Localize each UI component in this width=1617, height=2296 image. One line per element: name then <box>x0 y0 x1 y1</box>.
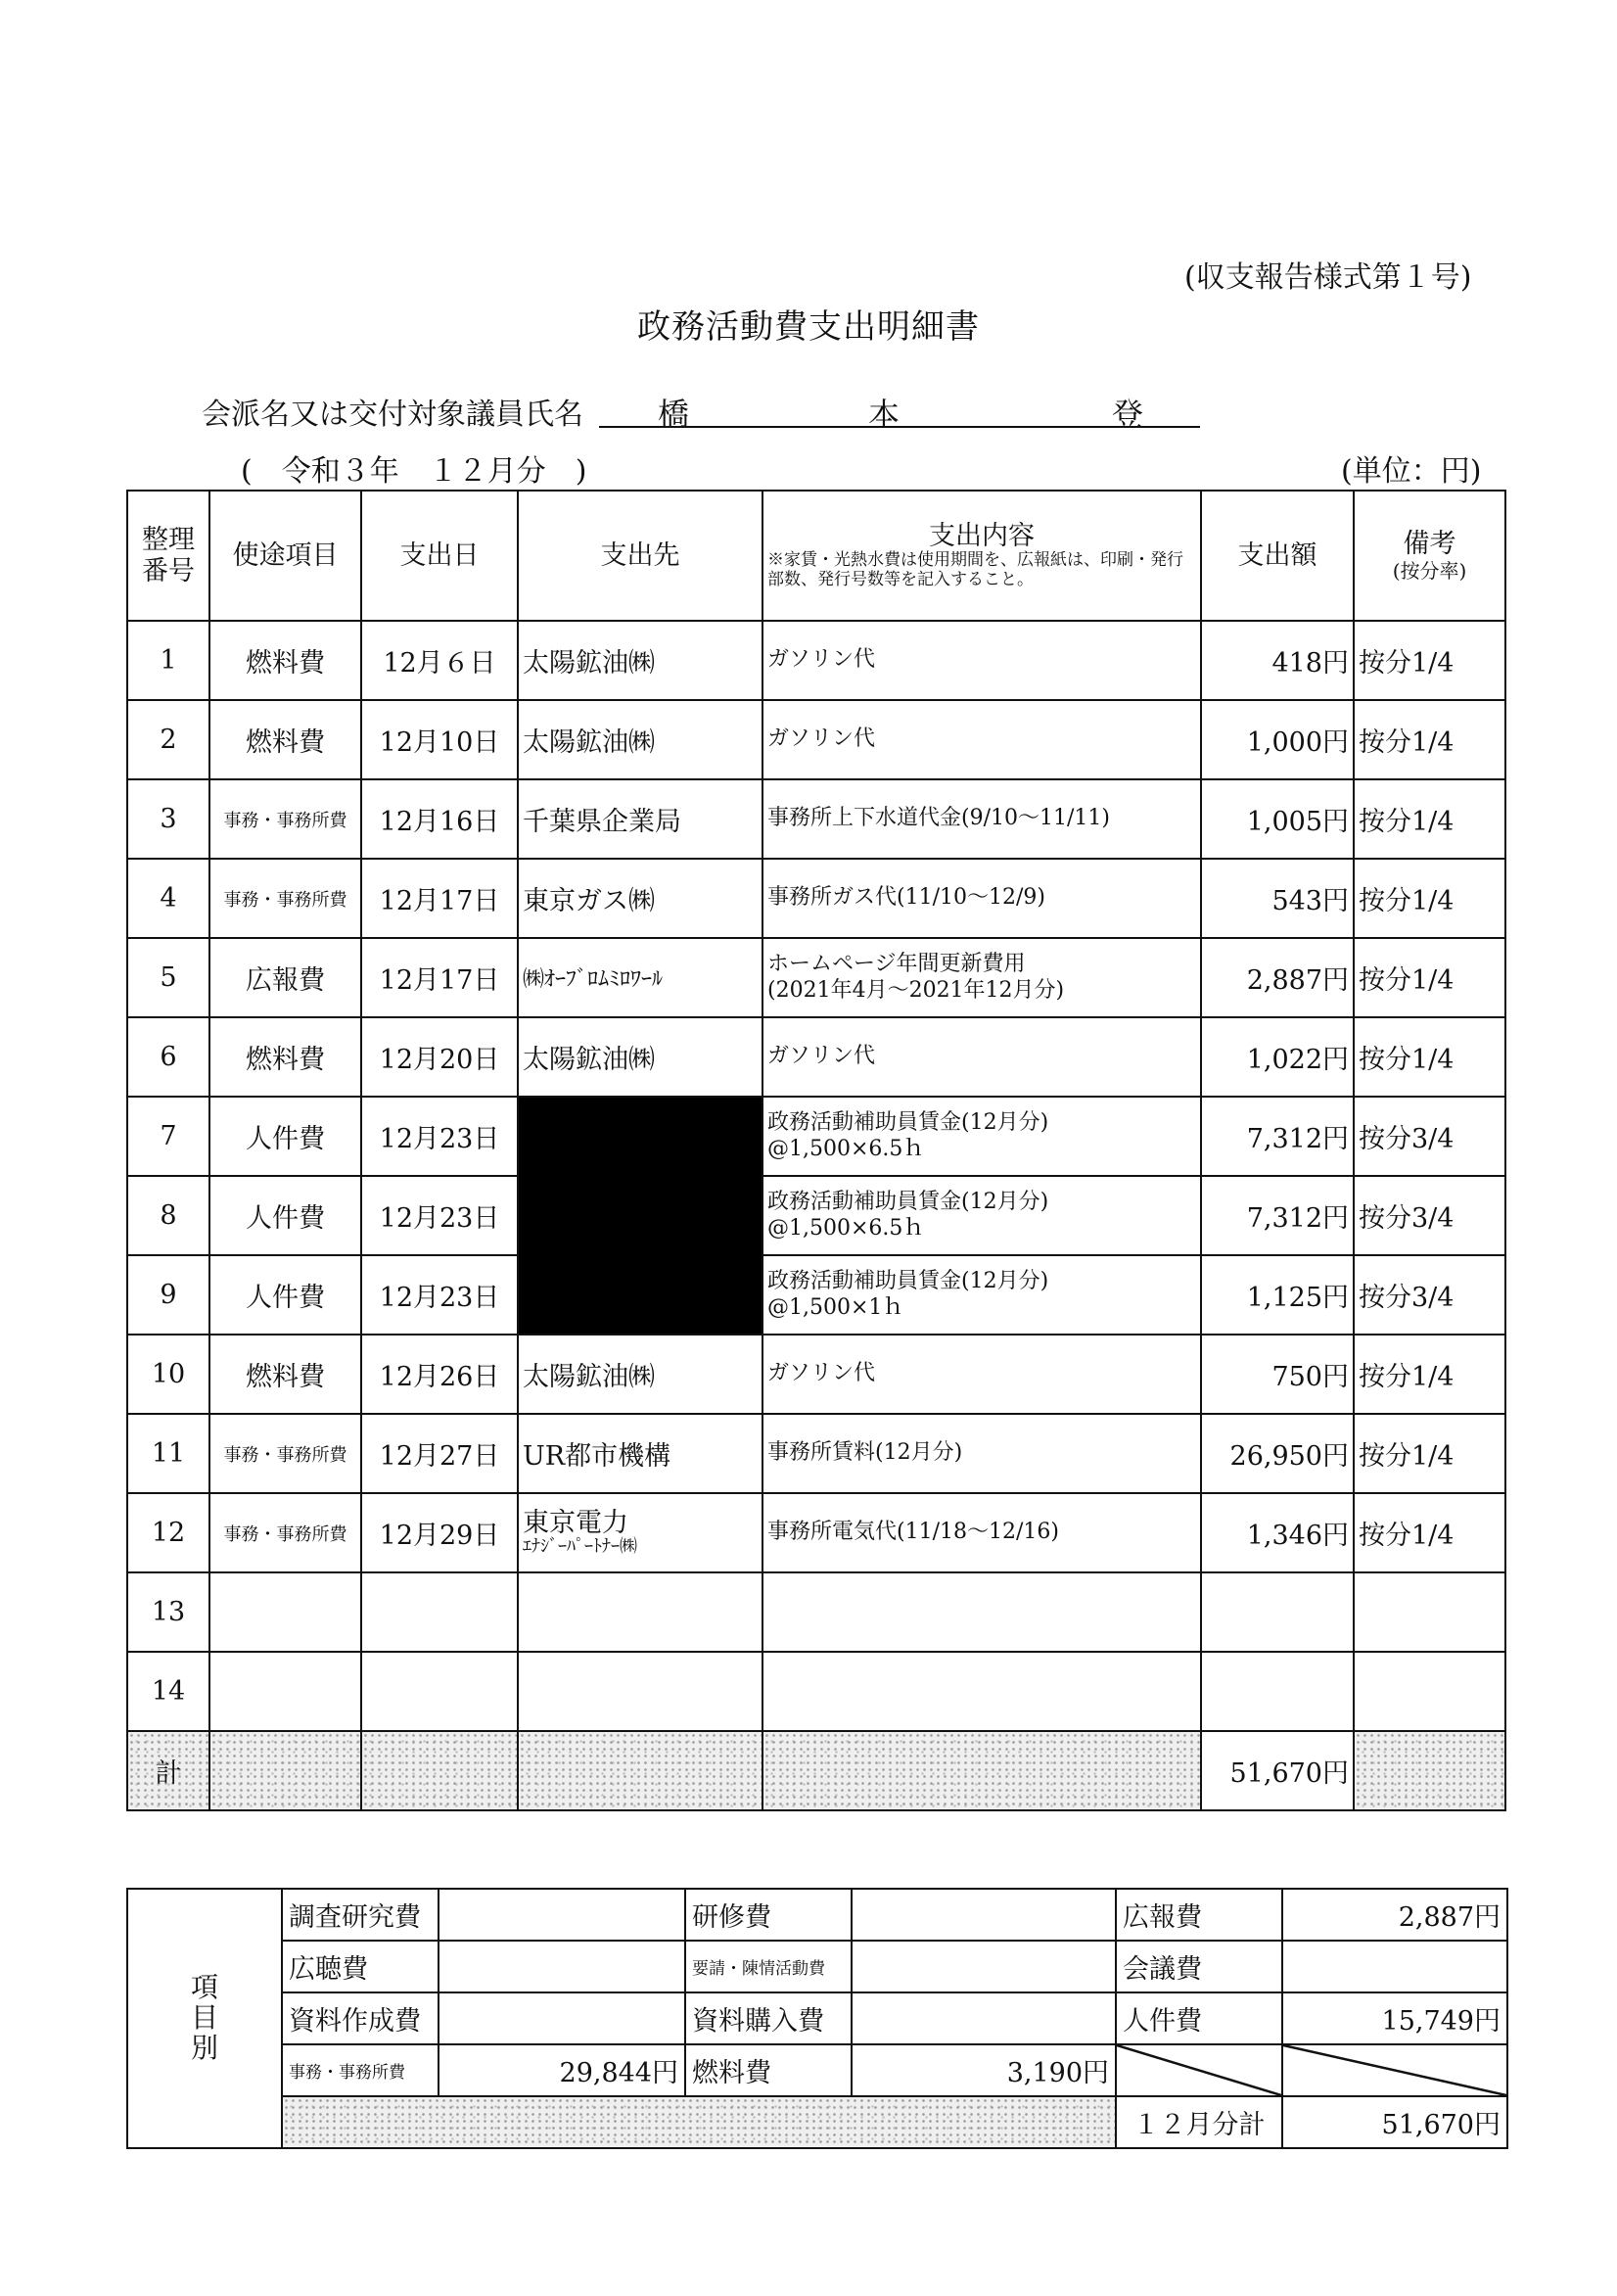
row-item: 事務・事務所費 <box>209 1493 361 1572</box>
row-date: 12月23日 <box>361 1176 518 1255</box>
row-date: 12月17日 <box>361 859 518 938</box>
row-content: ガソリン代 <box>762 1335 1201 1414</box>
row-payee: ㈱ｵｰﾌﾞﾛﾑﾐﾛﾜｰﾙ <box>518 938 762 1017</box>
row-payee-line2: ｴﾅｼﾞｰﾊﾟｰﾄﾅｰ㈱ <box>523 1536 637 1558</box>
row-note: 按分1/4 <box>1354 1493 1505 1572</box>
materials-label: 資料作成費 <box>282 1992 439 2044</box>
row-date: 12月29日 <box>361 1493 518 1572</box>
row-note <box>1354 1572 1505 1652</box>
row-no: 1 <box>127 621 209 700</box>
row-date: 12月17日 <box>361 938 518 1017</box>
header-content-note: ※家賃・光熱水費は使用期間を、広報紙は、印刷・発行部数、発行号数等を記入すること。 <box>767 550 1183 590</box>
name-char-3: 登 <box>1112 396 1144 433</box>
row-amount: 1,000円 <box>1201 700 1354 779</box>
header-content-title: 支出内容 <box>929 521 1035 552</box>
table-row <box>127 1255 1505 1335</box>
row-item: 燃料費 <box>209 1335 361 1414</box>
row-content: 事務所上下水道代金(9/10～11/11) <box>762 779 1201 859</box>
row-amount: 1,125円 <box>1201 1255 1354 1335</box>
summary-row <box>127 1941 1507 1992</box>
row-note: 按分1/4 <box>1354 700 1505 779</box>
row-no: 14 <box>127 1652 209 1731</box>
training-label: 研修費 <box>685 1889 852 1941</box>
personnel-label: 人件費 <box>1116 1992 1282 2044</box>
total-filler <box>518 1731 762 1810</box>
row-content-line1: 政務活動補助員賃金(12月分) <box>767 1110 1049 1136</box>
row-content: ガソリン代 <box>762 1017 1201 1097</box>
row-note: 按分3/4 <box>1354 1176 1505 1255</box>
row-no: 3 <box>127 779 209 859</box>
row-amount: 1,022円 <box>1201 1017 1354 1097</box>
row-content-line2: (2021年4月～2021年12月分) <box>767 977 1065 1003</box>
row-amount: 7,312円 <box>1201 1176 1354 1255</box>
row-payee: 太陽鉱油㈱ <box>518 700 762 779</box>
row-no: 11 <box>127 1414 209 1493</box>
row-item: 広報費 <box>209 938 361 1017</box>
table-row <box>127 1097 1505 1176</box>
summary-row <box>127 1889 1507 1941</box>
meeting-value <box>1282 1941 1507 1992</box>
row-date: 12月23日 <box>361 1255 518 1335</box>
row-payee: 太陽鉱油㈱ <box>518 1017 762 1097</box>
row-note: 按分1/4 <box>1354 859 1505 938</box>
row-amount <box>1201 1572 1354 1652</box>
expense-table <box>126 490 1506 1811</box>
row-amount: 750円 <box>1201 1335 1354 1414</box>
header-amount: 支出額 <box>1201 491 1354 621</box>
row-item: 人件費 <box>209 1176 361 1255</box>
row-no: 4 <box>127 859 209 938</box>
row-amount: 418円 <box>1201 621 1354 700</box>
research-value <box>439 1889 685 1941</box>
row-content: ガソリン代 <box>762 700 1201 779</box>
row-content: 事務所電気代(11/18～12/16) <box>762 1493 1201 1572</box>
hearing-label: 広聴費 <box>282 1941 439 1992</box>
row-amount: 1,346円 <box>1201 1493 1354 1572</box>
total-filler <box>209 1731 361 1810</box>
row-date: 12月20日 <box>361 1017 518 1097</box>
table-row <box>127 779 1505 859</box>
row-payee: 太陽鉱油㈱ <box>518 621 762 700</box>
row-no: 9 <box>127 1255 209 1335</box>
row-amount: 26,950円 <box>1201 1414 1354 1493</box>
table-row <box>127 621 1505 700</box>
row-payee: 太陽鉱油㈱ <box>518 1335 762 1414</box>
materials-value <box>439 1992 685 2044</box>
row-content <box>762 1572 1201 1652</box>
total-row <box>127 1731 1505 1810</box>
row-no: 12 <box>127 1493 209 1572</box>
row-content <box>762 1176 1201 1255</box>
fuel-label: 燃料費 <box>685 2044 852 2096</box>
row-date: 12月26日 <box>361 1335 518 1414</box>
row-content <box>762 1255 1201 1335</box>
header-no-text: 整理番号 <box>142 525 195 586</box>
header-payee: 支出先 <box>518 491 762 621</box>
row-content-line1: 政務活動補助員賃金(12月分) <box>767 1269 1049 1294</box>
name-char-2: 本 <box>868 396 901 433</box>
row-amount <box>1201 1652 1354 1731</box>
training-value <box>852 1889 1116 1941</box>
row-note: 按分3/4 <box>1354 1255 1505 1335</box>
purchase-label: 資料購入費 <box>685 1992 852 2044</box>
row-payee <box>518 1572 762 1652</box>
row-content: 事務所賃料(12月分) <box>762 1414 1201 1493</box>
table-row <box>127 1335 1505 1414</box>
summary-row <box>127 2096 1507 2148</box>
table-row <box>127 1572 1505 1652</box>
row-content: ガソリン代 <box>762 621 1201 700</box>
row-date: 12月６日 <box>361 621 518 700</box>
row-date: 12月16日 <box>361 779 518 859</box>
total-filler <box>1354 1731 1505 1810</box>
meeting-label: 会議費 <box>1116 1941 1282 1992</box>
report-period: ( 令和３年 １２月分 ) <box>241 454 587 489</box>
row-amount: 543円 <box>1201 859 1354 938</box>
office-label: 事務・事務所費 <box>282 2044 439 2096</box>
table-row <box>127 1414 1505 1493</box>
table-row <box>127 1176 1505 1255</box>
row-note: 按分1/4 <box>1354 1017 1505 1097</box>
table-row <box>127 938 1505 1017</box>
row-no: 10 <box>127 1335 209 1414</box>
row-no: 13 <box>127 1572 209 1652</box>
table-row <box>127 1652 1505 1731</box>
row-item: 事務・事務所費 <box>209 859 361 938</box>
row-no: 8 <box>127 1176 209 1255</box>
research-label: 調査研究費 <box>282 1889 439 1941</box>
header-date: 支出日 <box>361 491 518 621</box>
row-payee <box>518 1652 762 1731</box>
row-payee <box>518 1493 762 1572</box>
header-note <box>1354 491 1505 621</box>
row-amount: 2,887円 <box>1201 938 1354 1017</box>
category-summary-table <box>126 1888 1508 2149</box>
side-char-3: 別 <box>190 2031 218 2064</box>
name-char-1: 橋 <box>658 396 690 433</box>
pr-value: 2,887円 <box>1282 1889 1507 1941</box>
row-no: 6 <box>127 1017 209 1097</box>
office-value: 29,844円 <box>439 2044 685 2096</box>
row-amount: 7,312円 <box>1201 1097 1354 1176</box>
row-item: 事務・事務所費 <box>209 779 361 859</box>
table-row <box>127 1493 1505 1572</box>
row-item: 人件費 <box>209 1255 361 1335</box>
personnel-value: 15,749円 <box>1282 1992 1507 2044</box>
row-payee: 東京ガス㈱ <box>518 859 762 938</box>
summary-row <box>127 1992 1507 2044</box>
form-number: (収支報告様式第１号) <box>1184 260 1472 295</box>
row-content-line1: 政務活動補助員賃金(12月分) <box>767 1190 1049 1215</box>
row-content <box>762 1652 1201 1731</box>
side-char-1: 項 <box>190 1971 218 2004</box>
summary-filler <box>282 2096 1116 2148</box>
row-item: 人件費 <box>209 1097 361 1176</box>
total-filler <box>361 1731 518 1810</box>
total-label: 計 <box>127 1731 209 1810</box>
pr-label: 広報費 <box>1116 1889 1282 1941</box>
row-note: 按分3/4 <box>1354 1097 1505 1176</box>
table-row <box>127 859 1505 938</box>
table-row <box>127 700 1505 779</box>
fuel-value: 3,190円 <box>852 2044 1116 2096</box>
document-title: 政務活動費支出明細書 <box>637 307 980 347</box>
row-date: 12月23日 <box>361 1097 518 1176</box>
row-item: 燃料費 <box>209 1017 361 1097</box>
header-note-title: 備考 <box>1403 529 1456 560</box>
row-content-line2: @1,500×6.5ｈ <box>767 1215 925 1241</box>
row-content <box>762 1097 1201 1176</box>
row-date: 12月10日 <box>361 700 518 779</box>
petition-label: 要請・陳情活動費 <box>685 1941 852 1992</box>
row-date <box>361 1652 518 1731</box>
crossed-out-cell <box>1282 2044 1507 2096</box>
row-item: 燃料費 <box>209 621 361 700</box>
row-note: 按分1/4 <box>1354 779 1505 859</box>
header-item: 使途項目 <box>209 491 361 621</box>
table-row <box>127 1017 1505 1097</box>
petition-value <box>852 1941 1116 1992</box>
row-no: 5 <box>127 938 209 1017</box>
row-content-line2: @1,500×1ｈ <box>767 1294 904 1320</box>
row-no: 7 <box>127 1097 209 1176</box>
total-filler <box>762 1731 1201 1810</box>
row-date: 12月27日 <box>361 1414 518 1493</box>
row-content: 事務所ガス代(11/10～12/9) <box>762 859 1201 938</box>
hearing-value <box>439 1941 685 1992</box>
month-total-value: 51,670円 <box>1282 2096 1507 2148</box>
row-content-line2: @1,500×6.5ｈ <box>767 1136 925 1161</box>
table-header-row <box>127 491 1505 621</box>
row-date <box>361 1572 518 1652</box>
summary-side-label <box>127 1889 282 2148</box>
row-item <box>209 1652 361 1731</box>
row-payee-line1: 東京電力 <box>523 1507 628 1538</box>
crossed-out-cell <box>1116 2044 1282 2096</box>
header-note-sub: (按分率) <box>1392 558 1467 583</box>
row-item <box>209 1572 361 1652</box>
row-content-line1: ホームページ年間更新費用 <box>767 952 1026 977</box>
month-total-label: １２月分計 <box>1116 2096 1282 2148</box>
row-content <box>762 938 1201 1017</box>
side-char-2: 目 <box>190 2001 218 2035</box>
row-item: 事務・事務所費 <box>209 1414 361 1493</box>
row-payee: 千葉県企業局 <box>518 779 762 859</box>
header-content <box>762 491 1201 621</box>
summary-row <box>127 2044 1507 2096</box>
row-note: 按分1/4 <box>1354 1414 1505 1493</box>
purchase-value <box>852 1992 1116 2044</box>
unit-label: (単位：円) <box>1341 454 1482 489</box>
name-label: 会派名又は交付対象議員氏名 <box>202 398 583 432</box>
row-note: 按分1/4 <box>1354 621 1505 700</box>
row-no: 2 <box>127 700 209 779</box>
row-payee: UR都市機構 <box>518 1414 762 1493</box>
header-no <box>127 491 209 621</box>
total-amount: 51,670円 <box>1201 1731 1354 1810</box>
redacted-payee <box>518 1097 762 1335</box>
row-note: 按分1/4 <box>1354 1335 1505 1414</box>
row-amount: 1,005円 <box>1201 779 1354 859</box>
row-note <box>1354 1652 1505 1731</box>
row-note: 按分1/4 <box>1354 938 1505 1017</box>
row-item: 燃料費 <box>209 700 361 779</box>
